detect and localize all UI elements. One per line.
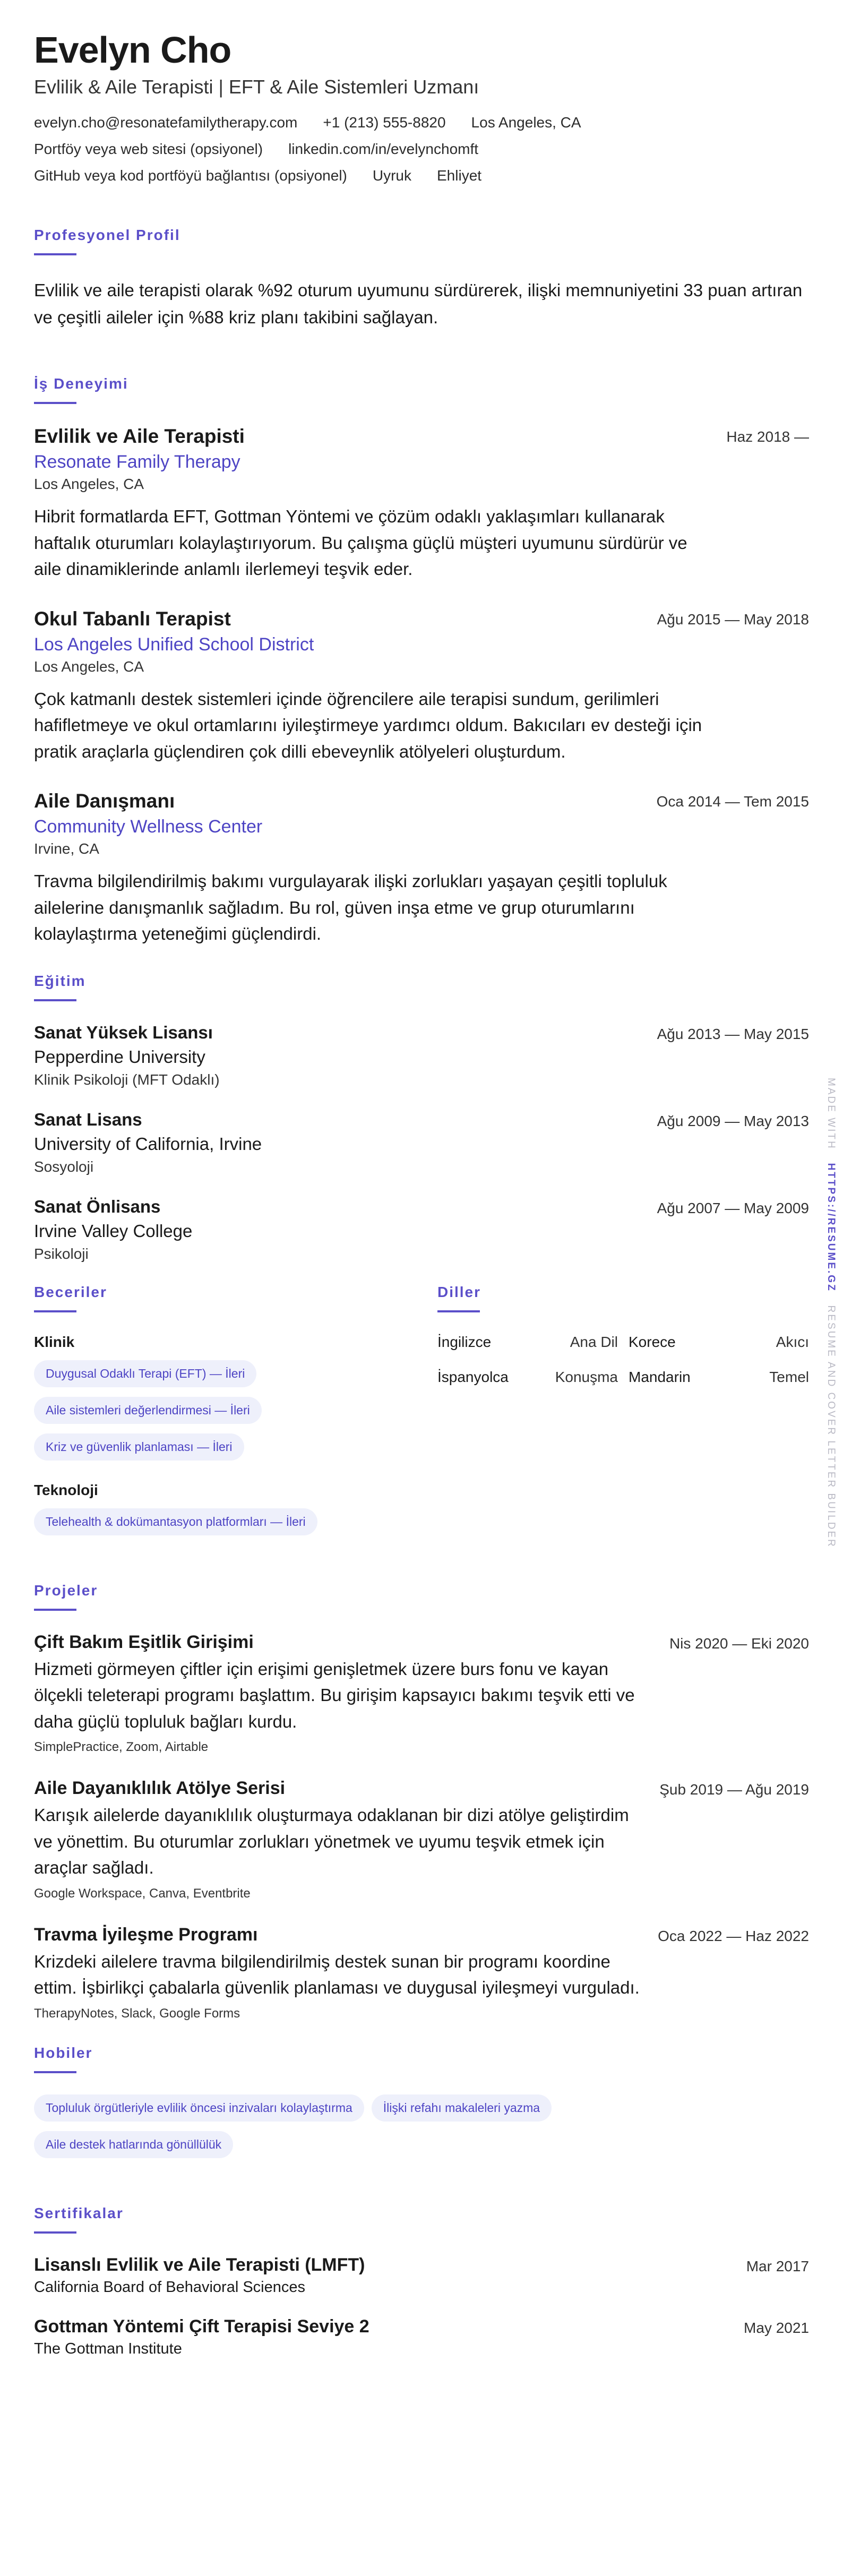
- section-divider: [34, 1609, 76, 1611]
- license-text: Ehliyet: [437, 167, 482, 184]
- profile-summary: Evlilik ve aile terapisti olarak %92 oturum uyumunu sürdürerek, ilişki memnuniyetini 33 puan artıran ve çeşitli aileler için %88 kriz planı takibini sağlayan.: [34, 280, 803, 328]
- project-title: Aile Dayanıklılık Atölye Serisi: [34, 1778, 286, 1799]
- job-title: Evlilik ve Aile Terapisti: [34, 425, 245, 448]
- section-title: Diller: [437, 1283, 481, 1300]
- languages-section: [437, 1284, 809, 1545]
- project-tools: Google Workspace, Canva, Eventbrite: [34, 1886, 251, 1901]
- job-date: Ağu 2015 — May 2018: [657, 611, 809, 628]
- project-date: Nis 2020 — Eki 2020: [669, 1635, 809, 1652]
- company-name: Community Wellness Center: [34, 817, 263, 837]
- section-divider: [34, 2231, 76, 2234]
- certifications-section: [34, 2205, 809, 2358]
- skill-category: Teknoloji: [34, 1481, 98, 1498]
- section-divider: [34, 999, 76, 1001]
- email-link[interactable]: evelyn.cho@resonatefamilytherapy.com: [34, 114, 298, 131]
- section-title: Beceriler: [34, 1283, 107, 1300]
- certification-issuer: California Board of Behavioral Sciences: [34, 2278, 305, 2296]
- contact-info: [34, 114, 809, 184]
- project-entry: [34, 1778, 809, 1901]
- project-date: Şub 2019 — Ağu 2019: [659, 1781, 809, 1798]
- education-date: Ağu 2007 — May 2009: [657, 1199, 809, 1216]
- certification-title: Lisanslı Evlilik ve Aile Terapisti (LMFT): [34, 2254, 365, 2275]
- job-title: Okul Tabanlı Terapist: [34, 607, 231, 630]
- section-title: İş Deneyimi: [34, 375, 128, 392]
- degree-title: Sanat Önlisans: [34, 1196, 161, 1216]
- experience-section: [34, 375, 809, 947]
- school-name: Irvine Valley College: [34, 1221, 193, 1241]
- language-level: Temel: [769, 1368, 809, 1385]
- company-name: Los Angeles Unified School District: [34, 634, 314, 655]
- language-item: [437, 1369, 618, 1386]
- language-item: [629, 1369, 809, 1386]
- project-tools: TherapyNotes, Slack, Google Forms: [34, 2006, 240, 2021]
- section-divider: [34, 402, 76, 404]
- certification-entry: [34, 2255, 809, 2296]
- job-location: Los Angeles, CA: [34, 658, 144, 675]
- job-entry: [34, 425, 809, 582]
- project-entry: [34, 1925, 809, 2021]
- school-name: University of California, Irvine: [34, 1134, 262, 1154]
- portfolio-link[interactable]: Portföy veya web sitesi (opsiyonel): [34, 141, 263, 157]
- language-name: İspanyolca: [437, 1368, 509, 1385]
- field-of-study: Sosyoloji: [34, 1158, 94, 1175]
- skill-tags: [34, 1360, 437, 1470]
- job-title: Aile Danışmanı: [34, 790, 175, 812]
- hobby-tags: [34, 2131, 809, 2168]
- language-name: Korece: [629, 1333, 676, 1350]
- section-title: Profesyonel Profil: [34, 227, 180, 243]
- field-of-study: Psikoloji: [34, 1245, 89, 1262]
- github-link[interactable]: GitHub veya kod portföyü bağlantısı (opsiyonel): [34, 167, 347, 184]
- skill-tag: Aile sistemleri değerlendirmesi — İleri: [34, 1397, 262, 1424]
- language-level: Akıcı: [776, 1333, 809, 1350]
- linkedin-link[interactable]: linkedin.com/in/evelynchomft: [288, 141, 479, 157]
- section-divider: [437, 1310, 480, 1312]
- project-date: Oca 2022 — Haz 2022: [658, 1927, 809, 1944]
- contact-row: [34, 141, 809, 158]
- job-description: Çok katmanlı destek sistemleri içinde öğrencilere aile terapisi sundum, gerilimleri hafifletmeye ve okul ortamlarını iyileştirmeye yardımcı oldum. Bakıcıları ev desteği için pratik araçlarla güçlendiren çok dilli ebeveynlik atölyeleri oluşturdum.: [34, 689, 702, 761]
- projects-section: [34, 1582, 809, 2021]
- profile-section: [34, 227, 809, 331]
- project-description: Krizdeki ailelere travma bilgilendirilmiş destek sunan bir programı koordine ettim. İşbirlikçi çabalarla güvenlik planlaması ve duygusal iyileşmeyi vurguladı.: [34, 1951, 640, 1998]
- hobby-tag: İlişki refahı makaleleri yazma: [372, 2094, 552, 2122]
- job-description: Travma bilgilendirilmiş bakımı vurgulayarak ilişki zorlukları yaşayan çeşitli topluluk ailelerine danışmanlık sağladım. Bu rol, güven inşa etme ve grup oturumlarını kolaylaştırma yeteneğimi güçlendirdi.: [34, 871, 667, 944]
- project-tools: SimplePractice, Zoom, Airtable: [34, 1740, 209, 1755]
- job-date: Oca 2014 — Tem 2015: [656, 793, 809, 810]
- contact-row: [34, 114, 809, 131]
- education-section: [34, 973, 809, 1263]
- language-level: Ana Dil: [570, 1333, 618, 1350]
- made-with-prefix: MADE WITH: [825, 1078, 837, 1150]
- job-location: Irvine, CA: [34, 840, 99, 857]
- education-entry: [34, 1197, 809, 1263]
- company-name: Resonate Family Therapy: [34, 452, 240, 473]
- job-date: Haz 2018 —: [726, 428, 809, 445]
- certification-date: Mar 2017: [746, 2257, 809, 2274]
- nationality-text: Uyruk: [372, 167, 411, 184]
- project-title: Çift Bakım Eşitlik Girişimi: [34, 1632, 254, 1652]
- field-of-study: Klinik Psikoloji (MFT Odaklı): [34, 1071, 220, 1088]
- section-title: Eğitim: [34, 972, 86, 989]
- education-date: Ağu 2009 — May 2013: [657, 1112, 809, 1129]
- section-divider: [34, 253, 76, 255]
- hobby-tags: [34, 2094, 809, 2131]
- project-description: Karışık ailelerde dayanıklılık oluşturmaya odaklanan bir dizi atölye geliştirdim ve yönettim. Bu oturumlar zorlukları yönetmek ve uyumu teşvik etmek için araçlar sağladı.: [34, 1805, 629, 1878]
- candidate-name: Evelyn Cho: [34, 29, 231, 71]
- job-entry: [34, 608, 809, 765]
- candidate-headline: Evlilik & Aile Terapisti | EFT & Aile Sistemleri Uzmanı: [34, 76, 479, 98]
- languages-grid: [437, 1334, 809, 1386]
- section-title: Sertifikalar: [34, 2204, 124, 2221]
- made-with-suffix: RESUME AND COVER LETTER BUILDER: [825, 1305, 837, 1548]
- hobby-tag: Aile destek hatlarında gönüllülük: [34, 2131, 233, 2158]
- job-entry: [34, 790, 809, 947]
- certification-entry: [34, 2316, 809, 2358]
- section-divider: [34, 2071, 76, 2073]
- language-item: [437, 1334, 618, 1351]
- section-title: Hobiler: [34, 2044, 93, 2061]
- skills-languages-section: [34, 1284, 809, 1545]
- builder-link[interactable]: HTTPS://RESUME.GZ: [825, 1163, 837, 1292]
- certification-date: May 2021: [744, 2319, 809, 2336]
- section-title: Projeler: [34, 1582, 98, 1599]
- phone-link[interactable]: +1 (213) 555-8820: [323, 114, 446, 131]
- project-description: Hizmeti görmeyen çiftler için erişimi genişletmek üzere burs fonu ve kayan ölçekli teleterapi programı başlattım. Bu girişim kapsayıcı bakımı teşvik etti ve daha güçlü topluluk bağları kurdu.: [34, 1659, 635, 1731]
- language-name: Mandarin: [629, 1368, 691, 1385]
- location-text: Los Angeles, CA: [471, 114, 581, 131]
- contact-row: [34, 167, 809, 184]
- education-entry: [34, 1023, 809, 1088]
- job-location: Los Angeles, CA: [34, 476, 144, 493]
- hobby-tag: Topluluk örgütleriyle evlilik öncesi inzivaları kolaylaştırma: [34, 2094, 364, 2122]
- skill-tag: Kriz ve güvenlik planlaması — İleri: [34, 1433, 244, 1461]
- language-item: [629, 1334, 809, 1351]
- school-name: Pepperdine University: [34, 1046, 205, 1067]
- language-level: Konuşma: [555, 1368, 618, 1385]
- skill-tags: [34, 1508, 437, 1545]
- made-with-note: [825, 1078, 837, 1548]
- skills-section: [34, 1284, 437, 1545]
- section-divider: [34, 1310, 76, 1312]
- education-date: Ağu 2013 — May 2015: [657, 1025, 809, 1042]
- degree-title: Sanat Lisans: [34, 1109, 142, 1129]
- job-description: Hibrit formatlarda EFT, Gottman Yöntemi ve çözüm odaklı yaklaşımları kullanarak haftalık oturumları kolaylaştırıyorum. Bu çalışma güçlü müşteri uyumunu sürdürür ve aile dinamiklerinde anlamlı ilerlemeyi teşvik eder.: [34, 506, 687, 579]
- skill-tag: Duygusal Odaklı Terapi (EFT) — İleri: [34, 1360, 256, 1387]
- skill-tag: Telehealth & dokümantasyon platformları — İleri: [34, 1508, 317, 1535]
- certification-title: Gottman Yöntemi Çift Terapisi Seviye 2: [34, 2316, 369, 2337]
- language-name: İngilizce: [437, 1333, 492, 1350]
- education-entry: [34, 1110, 809, 1175]
- hobbies-section: [34, 2045, 809, 2168]
- certification-issuer: The Gottman Institute: [34, 2340, 182, 2357]
- project-entry: [34, 1632, 809, 1755]
- resume-page: [34, 30, 809, 2378]
- project-title: Travma İyileşme Programı: [34, 1924, 258, 1945]
- skill-category: Klinik: [34, 1333, 75, 1350]
- degree-title: Sanat Yüksek Lisansı: [34, 1022, 213, 1042]
